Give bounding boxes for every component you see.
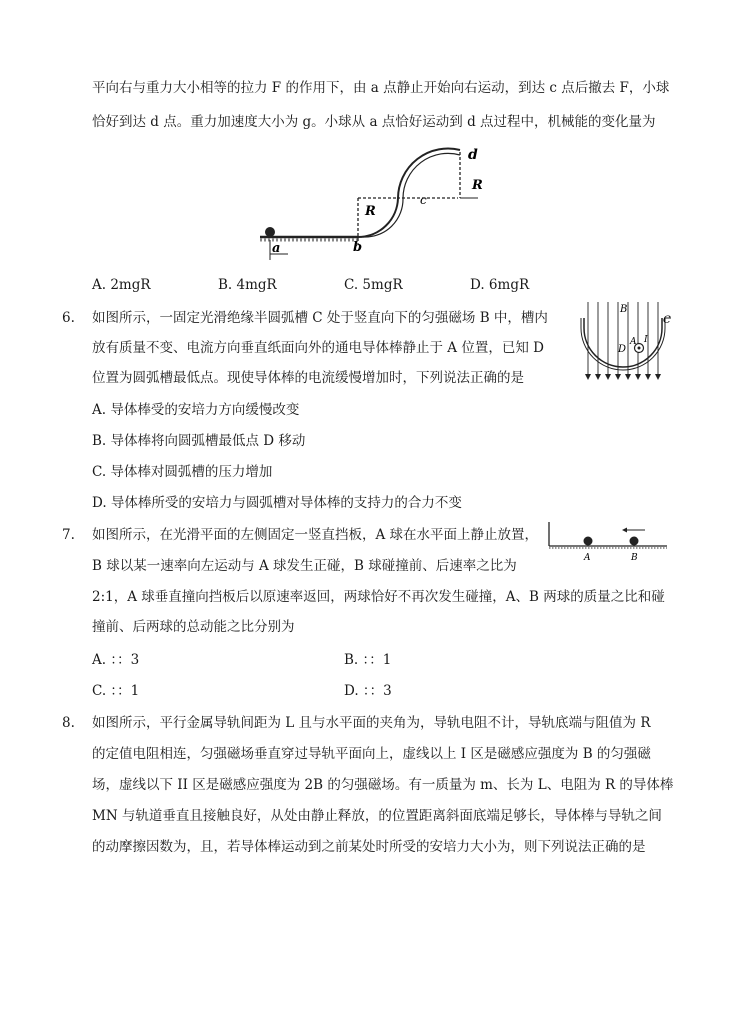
q7-option-c: C. ：：1: [92, 683, 140, 699]
q5-ball: [265, 227, 275, 237]
q7-collision-diagram: [545, 520, 675, 562]
q7-line-2: B 球以某一速率向左运动与 A 球发生正碰，B 球碰撞前、后速率之比为: [92, 558, 517, 574]
q5-option-a: A. 2mgR: [92, 277, 151, 293]
q8-line-3: 场，虚线以下 II 区是磁感应强度为 2B 的匀强磁场。有一质量为 m、长为 L、电阻为 R 的导体棒: [92, 777, 674, 793]
q8-line-2: 的定值电阻相连，匀强磁场垂直穿过导轨平面向上，虚线以上 I 区是磁感应强度为 B 的匀强磁: [92, 746, 651, 762]
q5-track-diagram: [250, 140, 550, 265]
q6-line-2: 放有质量不变、电流方向垂直纸面向外的通电导体棒静止于 A 位置，已知 D: [92, 340, 544, 356]
q7-option-d: D. ：：3: [344, 683, 392, 699]
q6-option-d: D. 导体棒所受的安培力与圆弧槽对导体棒的支持力的合力不变: [92, 495, 462, 511]
q6-label-c: C: [663, 315, 671, 326]
q6-option-c: C. 导体棒对圆弧槽的压力增加: [92, 464, 273, 480]
q6-option-b: B. 导体棒将向圆弧槽最低点 D 移动: [92, 433, 306, 449]
q7-label-b: B: [631, 553, 638, 562]
q5-label-b: b: [353, 240, 363, 255]
q7-line-1: 如图所示，在光滑平面的左侧固定一竖直挡板，A 球在水平面上静止放置，: [92, 527, 539, 543]
q7-option-b: B. ：：1: [344, 652, 392, 668]
q6-label-i: I: [644, 335, 648, 345]
q6-label-b: B: [620, 304, 628, 315]
q6-label-d: D: [618, 344, 627, 355]
q7-label-a: A: [584, 553, 591, 562]
q6-option-a: A. 导体棒受的安培力方向缓慢改变: [92, 402, 300, 418]
q5-label-c: c: [420, 193, 427, 207]
q5-line-2: 恰好到达 d 点。重力加速度大小为 g。小球从 a 点恰好运动到 d 点过程中，机械能的变化量为: [92, 114, 656, 130]
q8-line-4: MN 与轨道垂直且接触良好，从处由静止释放，的位置距离斜面底端足够长，导体棒与导轨之间: [92, 808, 662, 824]
q5-line-1: 平向右与重力大小相等的拉力 F 的作用下，由 a 点静止开始向右运动，到达 c 点后撤去 F，小球: [92, 80, 670, 96]
q6-line-3: 位置为圆弧槽最低点。现使导体棒的电流缓慢增加时，下列说法正确的是: [92, 370, 524, 386]
q5-option-b: B. 4mgR: [218, 277, 277, 293]
q5-option-c: C. 5mgR: [344, 277, 403, 293]
q7-line-3: 2:1，A 球垂直撞向挡板后以原速率返回，两球恰好不再次发生碰撞，A、B 两球的质量之比和碰: [92, 589, 665, 605]
q6-magnetic-groove-diagram: [578, 298, 678, 390]
q8-line-5: 的动摩擦因数为，且，若导体棒运动到之前某处时所受的安培力大小为，则下列说法正确的是: [92, 839, 646, 855]
q5-label-r-left: R: [365, 204, 376, 219]
q6-number: 6.: [62, 310, 75, 326]
q7-ball-a: [584, 537, 593, 546]
q6-label-a: A: [630, 337, 637, 347]
q8-line-1: 如图所示，平行金属导轨间距为 L 且与水平面的夹角为，导轨电阻不计，导轨底端与阻值为 R: [92, 715, 651, 731]
q7-option-a: A. ：：3: [92, 652, 140, 668]
q8-number: 8.: [62, 715, 75, 731]
q7-line-4: 撞前、后两球的总动能之比分别为: [92, 619, 295, 635]
q5-label-a: a: [272, 241, 281, 256]
q7-number: 7.: [62, 527, 75, 543]
q5-option-d: D. 6mgR: [470, 277, 530, 293]
q5-label-r-right: R: [472, 178, 483, 193]
q7-ball-b: [630, 537, 639, 546]
q5-label-d: d: [468, 147, 478, 163]
q6-line-1: 如图所示，一固定光滑绝缘半圆弧槽 C 处于竖直向下的匀强磁场 B 中，槽内: [92, 310, 548, 326]
